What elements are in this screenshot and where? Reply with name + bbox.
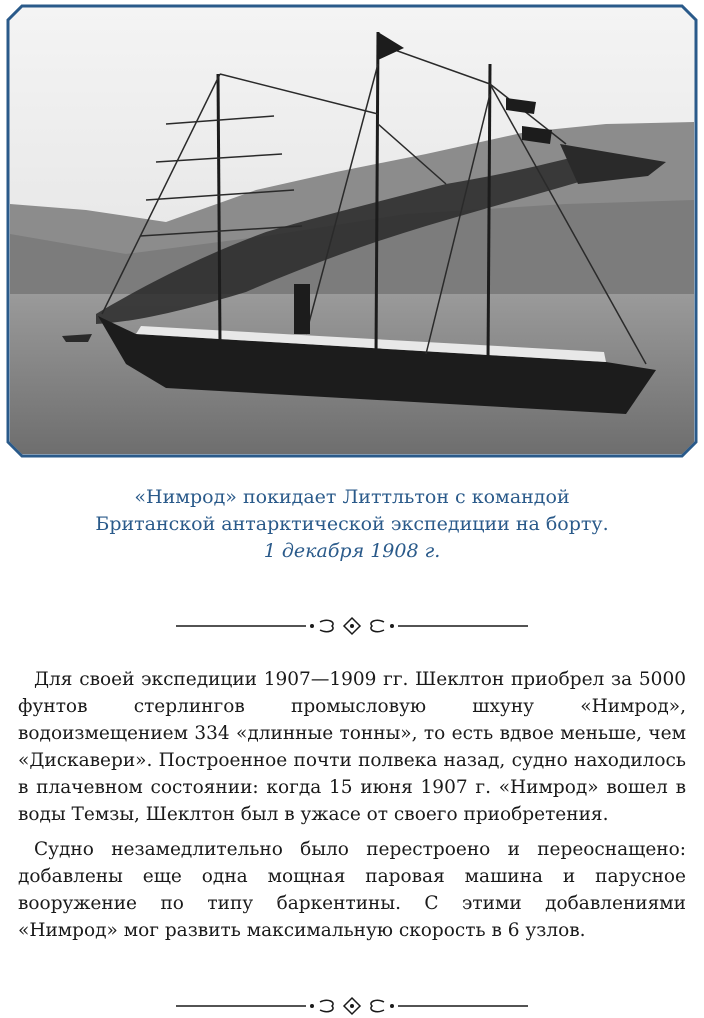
article-body — [18, 666, 686, 952]
ship-funnel — [294, 284, 310, 334]
caption-line: «Нимрод» покидает Литтльтон с командой — [134, 486, 570, 508]
ornament-divider — [176, 616, 528, 636]
ornament-divider — [176, 996, 528, 1016]
paragraph: Для своей экспедиции 1907—1909 гг. Шеклтон приобрел за 5000 фунтов стерлингов промысловую шхуну «Нимрод», водоизмещением 334 «длинные тонны», то есть вдвое меньше, чем «Дискавери». Построенное почти полвека назад, судно находилось в плачевном состоянии: когда 15 июня 1907 г. «Нимрод» вошел в воды Темзы, Шеклтон был в ужасе от своего приобретения. — [18, 669, 686, 825]
ship-photo-frame — [6, 4, 698, 458]
caption-line: Британской антарктической экспедиции на борту. — [95, 513, 609, 535]
photo-caption — [0, 484, 704, 565]
paragraph: Судно незамедлительно было перестроено и переоснащено: добавлены еще одна мощная паровая машина и парусное вооружение по типу баркентины. С этими добавлениями «Нимрод» мог развить максимальную скорость в 6 узлов. — [18, 839, 686, 941]
caption-date: 1 декабря 1908 г. — [263, 540, 441, 562]
ship-photo — [6, 4, 698, 458]
